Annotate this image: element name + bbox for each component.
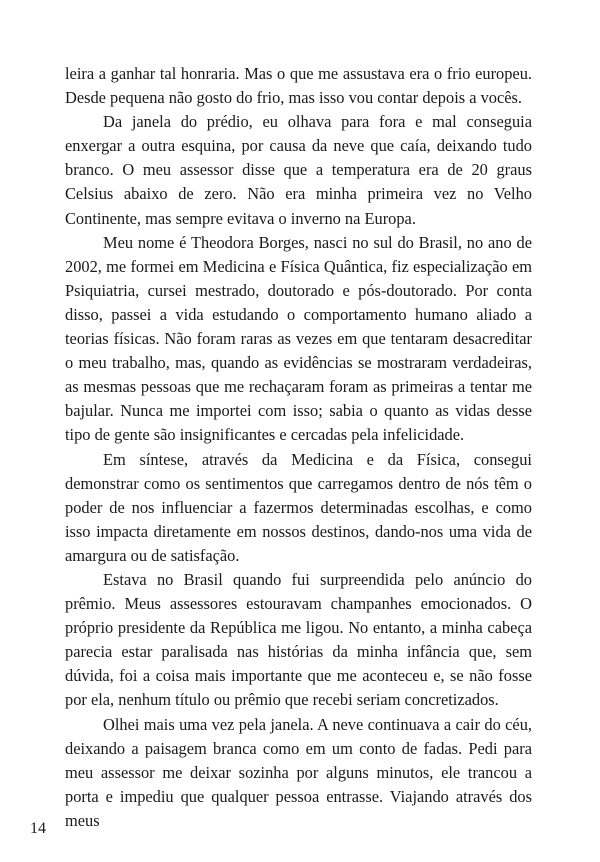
paragraph-window-snow: Da janela do prédio, eu olhava para fora e mal conseguia enxergar a outra esquina, por causa da neve que caía, deixando tudo branco. O meu assessor disse que a temperatura era de 20 graus Celsius abaixo de zero. Não era minha primeira vez no Velho Continente, mas sempre evitava o inverno na Europa.	[65, 112, 532, 228]
body-text	[65, 62, 532, 833]
page-number: 14	[30, 820, 46, 837]
paragraph-continuation: leira a ganhar tal honraria. Mas o que me assustava era o frio europeu. Desde pequena não gosto do frio, mas isso vou contar depois a vocês.	[65, 64, 532, 108]
paragraph-synthesis: Em síntese, através da Medicina e da Física, consegui demonstrar como os sentimentos que carregamos dentro de nós têm o poder de nos influenciar a fazermos determinadas escolhas, e como isso impacta diretamente em nossos destinos, dando-nos uma vida de amargura ou de satisfação.	[65, 449, 532, 565]
paragraph-award-news: Estava no Brasil quando fui surpreendida pelo anúncio do prêmio. Meus assessores estouravam champanhes emocionados. O próprio presidente da República me ligou. No entanto, a minha cabeça parecia estar paralisada nas histórias da minha infância que, sem dúvida, foi a coisa mais importante que me aconteceu e, se não fosse por ela, nenhum título ou prêmio que recebi seriam concretizados.	[65, 569, 532, 710]
paragraph-window-again: Olhei mais uma vez pela janela. A neve continuava a cair do céu, deixando a paisagem branca como em um conto de fadas. Pedi para meu assessor me deixar sozinha por alguns minutos, ele trancou a porta e impediu que qualquer pessoa entrasse. Viajando através dos meus	[65, 714, 532, 830]
paragraph-introduction: Meu nome é Theodora Borges, nasci no sul do Brasil, no ano de 2002, me formei em Medicina e Física Quântica, fiz especialização em Psiquiatria, cursei mestrado, doutorado e pós-doutorado. Por conta disso, passei a vida estudando o comportamento humano aliado a teorias físicas. Não foram raras as vezes em que tentaram desacreditar o meu trabalho, mas, quando as evidências se mostraram verdadeiras, as mesmas pessoas que me rechaçaram foram as primeiras a tentar me bajular. Nunca me importei com isso; sabia o quanto as vidas desse tipo de gente são insignificantes e cercadas pela infelicidade.	[65, 232, 532, 445]
